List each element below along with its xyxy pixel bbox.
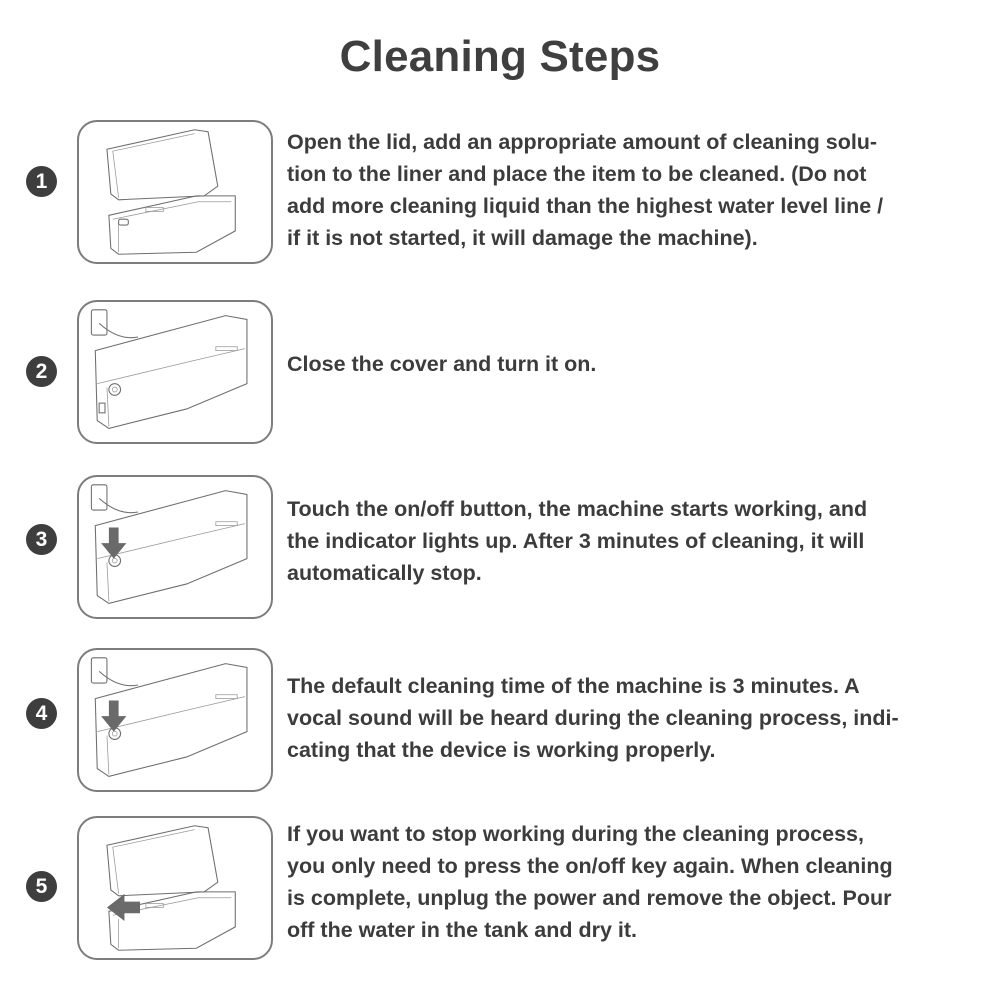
step-1-text: Open the lid, add an appropriate amount of cleaning solu- tion to the liner and place the item to be cleaned. (Do not add more cleaning liquid than the highest water level line / if it is not started, it will damage the machine). [287, 130, 884, 250]
open-lid-icon [79, 122, 271, 262]
press-button-icon [79, 477, 271, 617]
page-title: Cleaning Steps [339, 32, 661, 81]
step-2-text: Close the cover and turn it on. [287, 352, 597, 376]
step-number-badge: 2 [26, 356, 57, 387]
remove-object-icon [79, 818, 271, 958]
step-3-text: Touch the on/off button, the machine starts working, and the indicator lights up. After 3 minutes of cleaning, it will automatically stop. [287, 497, 868, 585]
step-4-text: The default cleaning time of the machine is 3 minutes. A vocal sound will be heard during the cleaning process, indi- cating that the device is working properly. [287, 674, 899, 762]
closed-plugged-icon [79, 302, 271, 442]
closed-plugged-illustration [77, 300, 273, 444]
step-number-badge: 4 [26, 698, 57, 729]
step-number-badge: 1 [26, 166, 57, 197]
remove-object-illustration [77, 816, 273, 960]
open-lid-illustration [77, 120, 273, 264]
press-button-illustration [77, 648, 273, 792]
step-5-text: If you want to stop working during the cleaning process, you only need to press the on/off key again. When cleaning is complete, unplug the power and remove the object. Pour off the water in the tank and dry it. [287, 822, 893, 942]
step-number-badge: 5 [26, 871, 57, 902]
press-button-icon [79, 650, 271, 790]
press-button-illustration [77, 475, 273, 619]
step-number-badge: 3 [26, 524, 57, 555]
